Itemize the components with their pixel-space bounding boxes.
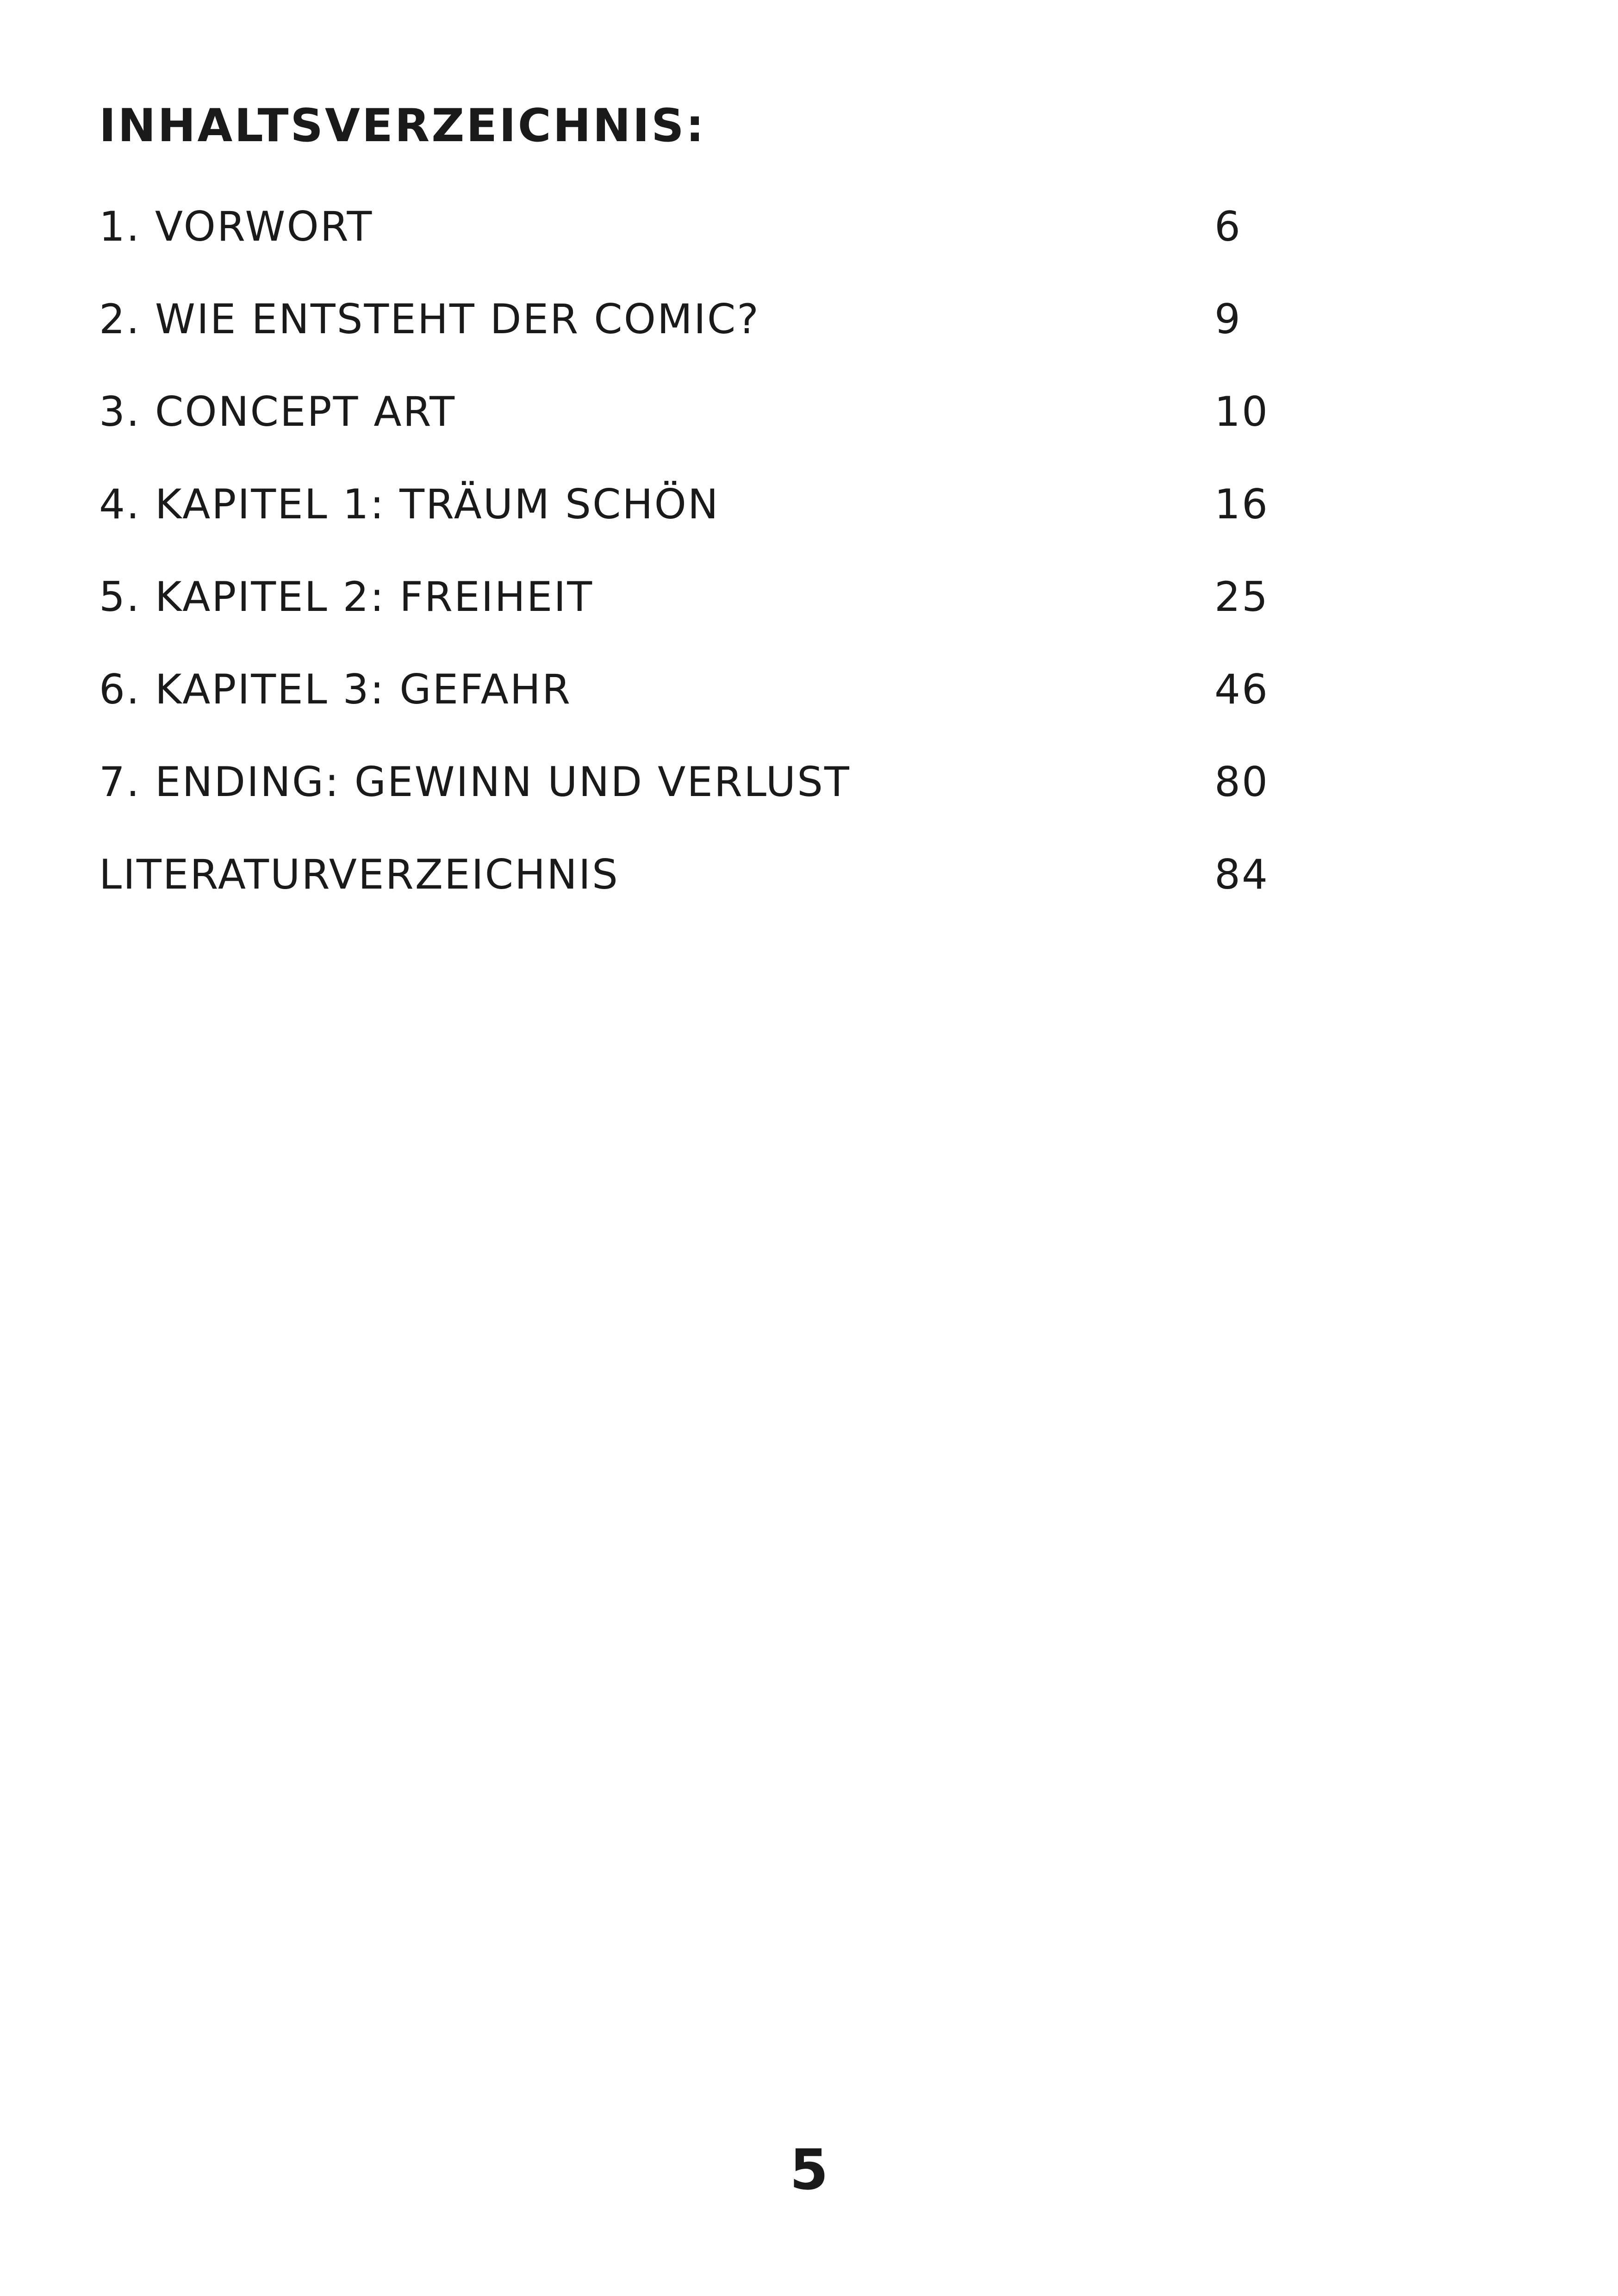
toc-entry-label: LITERATURVERZEICHNIS [99,851,619,898]
toc-entry-page: 46 [1214,666,1269,713]
toc-entry-kapitel-3 [99,662,1349,754]
toc-entry-label: 5. KAPITEL 2: FREIHEIT [99,573,594,621]
toc-entry-page: 80 [1214,758,1269,806]
toc-entry-label: 2. WIE ENTSTEHT DER COMIC? [99,295,760,343]
toc-entry-label: 3. CONCEPT ART [99,388,456,436]
toc-list [99,199,1349,940]
toc-entry-label: 7. ENDING: GEWINN UND VERLUST [99,758,851,806]
toc-entry-page: 10 [1214,388,1269,436]
toc-entry-page: 25 [1214,573,1269,621]
toc-entry-label: 1. VORWORT [99,203,373,250]
toc-entry-label: 4. KAPITEL 1: TRÄUM SCHÖN [99,480,720,528]
toc-entry-page: 6 [1214,203,1242,250]
toc-entry-ending [99,754,1349,847]
toc-entry-vorwort [99,199,1349,292]
toc-entry-literaturverzeichnis [99,847,1349,940]
toc-entry-concept-art [99,384,1349,477]
toc-entry-page: 9 [1214,295,1242,343]
toc-entry-page: 84 [1214,851,1269,898]
toc-entry-page: 16 [1214,480,1269,528]
toc-title: INHALTSVERZEICHNIS: [99,100,706,152]
toc-entry-label: 6. KAPITEL 3: GEFAHR [99,666,572,713]
page-number: 5 [790,2138,828,2203]
toc-entry-kapitel-1 [99,477,1349,569]
toc-entry-kapitel-2 [99,569,1349,662]
toc-entry-wie-entsteht [99,292,1349,384]
